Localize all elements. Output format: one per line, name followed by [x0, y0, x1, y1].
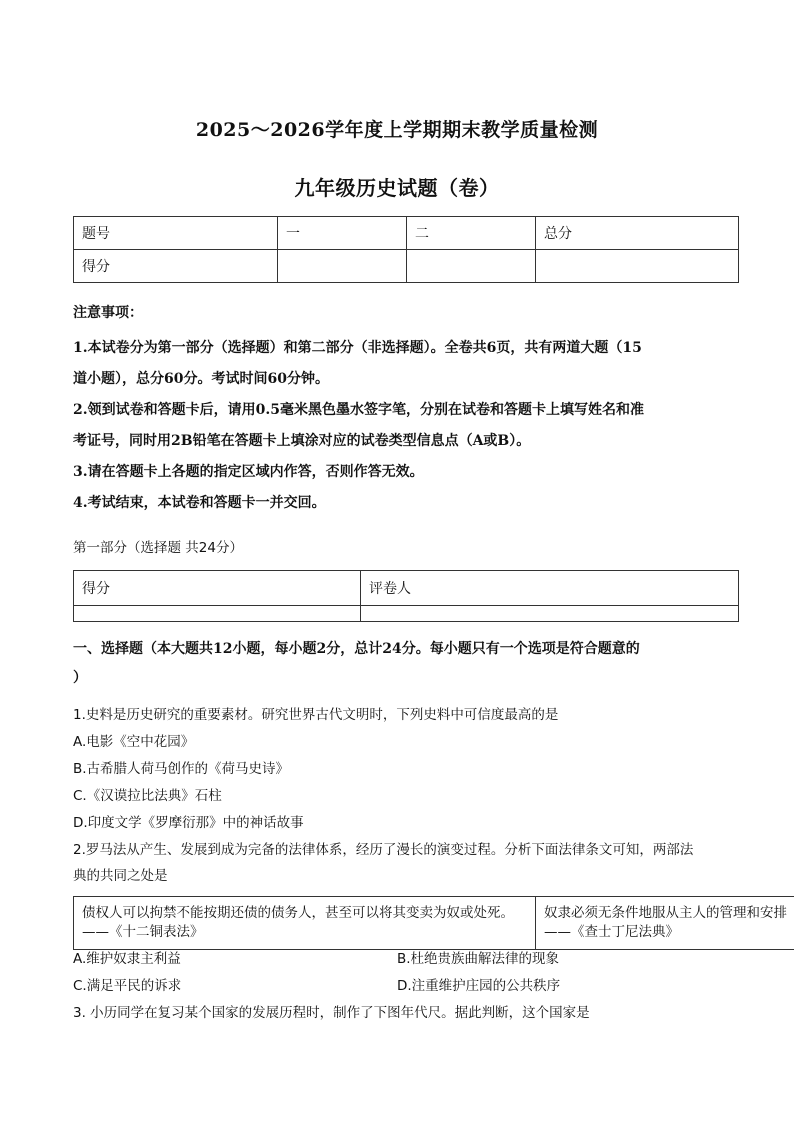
- note-line: 2.领到试卷和答题卡后，请用0.5毫米黑色墨水签字笔，分别在试卷和答题卡上填写姓名和准: [73, 402, 644, 418]
- section1-heading-cont: ）: [73, 670, 87, 686]
- grader-name-cell[interactable]: [361, 606, 739, 622]
- q1-option-c: C.《汉谟拉比法典》石柱: [73, 788, 222, 804]
- grader-header-row: [74, 571, 739, 606]
- q1-option-b: B.古希腊人荷马创作的《荷马史诗》: [73, 761, 290, 777]
- score-input-cell[interactable]: [278, 250, 407, 283]
- grader-table: [73, 570, 739, 622]
- score-cell: 总分: [536, 217, 739, 250]
- q2-quote-b-source: ——《查士丁尼法典》: [544, 924, 679, 940]
- q2-quote-a-source: ——《十二铜表法》: [82, 924, 204, 940]
- q1-option-d: D.印度文学《罗摩衍那》中的神话故事: [73, 815, 304, 831]
- score-cell: 二: [407, 217, 536, 250]
- q2-quote-a: [74, 897, 536, 949]
- score-cell: 得分: [74, 250, 278, 283]
- exam-title: 2025～2026学年度上学期期末教学质量检测: [195, 119, 599, 141]
- q2-quote-b-text: 奴隶必须无条件地服从主人的管理和安排: [544, 905, 787, 921]
- notes-heading: 注意事项：: [73, 305, 143, 321]
- q1-stem: 1.史料是历史研究的重要素材。研究世界古代文明时，下列史料中可信度最高的是: [73, 707, 559, 723]
- q2-option-b: B.杜绝贵族曲解法律的现象: [397, 951, 560, 967]
- q2-option-c: C.满足平民的诉求: [73, 978, 182, 994]
- grader-input-row: [74, 606, 739, 622]
- q1-option-a: A.电影《空中花园》: [73, 734, 195, 750]
- q2-quote-a-text: 债权人可以拘禁不能按期还债的债务人，甚至可以将其变卖为奴或处死。: [82, 905, 514, 921]
- grader-name-label: 评卷人: [361, 571, 739, 606]
- q2-option-a: A.维护奴隶主利益: [73, 951, 181, 967]
- note-line: 3.请在答题卡上各题的指定区域内作答，否则作答无效。: [73, 464, 424, 480]
- q2-stem-cont: 典的共同之处是: [73, 868, 168, 884]
- score-table: [73, 216, 739, 283]
- score-table-score-row: [74, 250, 739, 283]
- q3-stem: 3. 小历同学在复习某个国家的发展历程时，制作了下图年代尺。据此判断，这个国家是: [73, 1005, 590, 1021]
- q2-quote-table: [73, 896, 794, 950]
- score-cell: 一: [278, 217, 407, 250]
- q2-stem: 2.罗马法从产生、发展到成为完备的法律体系，经历了漫长的演变过程。分析下面法律条文可知，两部法: [73, 842, 694, 858]
- grader-score-label: 得分: [74, 571, 361, 606]
- score-input-cell[interactable]: [407, 250, 536, 283]
- score-cell: 题号: [74, 217, 278, 250]
- note-line: 考证号，同时用2B铅笔在答题卡上填涂对应的试卷类型信息点（A或B）。: [73, 433, 531, 449]
- exam-subtitle: 九年级历史试题（卷）: [294, 176, 500, 200]
- q2-option-d: D.注重维护庄园的公共秩序: [397, 978, 561, 994]
- note-line: 道小题），总分60分。考试时间60分钟。: [73, 371, 329, 387]
- part1-label: 第一部分（选择题 共24分）: [73, 540, 243, 556]
- note-line: 1.本试卷分为第一部分（选择题）和第二部分（非选择题）。全卷共6页，共有两道大题（15: [73, 340, 642, 356]
- q2-quote-b: [536, 897, 794, 949]
- section1-heading: 一、选择题（本大题共12小题，每小题2分，总计24分。每小题只有一个选项是符合题意的: [73, 641, 640, 657]
- score-table-header-row: [74, 217, 739, 250]
- grader-score-cell[interactable]: [74, 606, 361, 622]
- note-line: 4.考试结束，本试卷和答题卡一并交回。: [73, 495, 326, 511]
- score-input-cell[interactable]: [536, 250, 739, 283]
